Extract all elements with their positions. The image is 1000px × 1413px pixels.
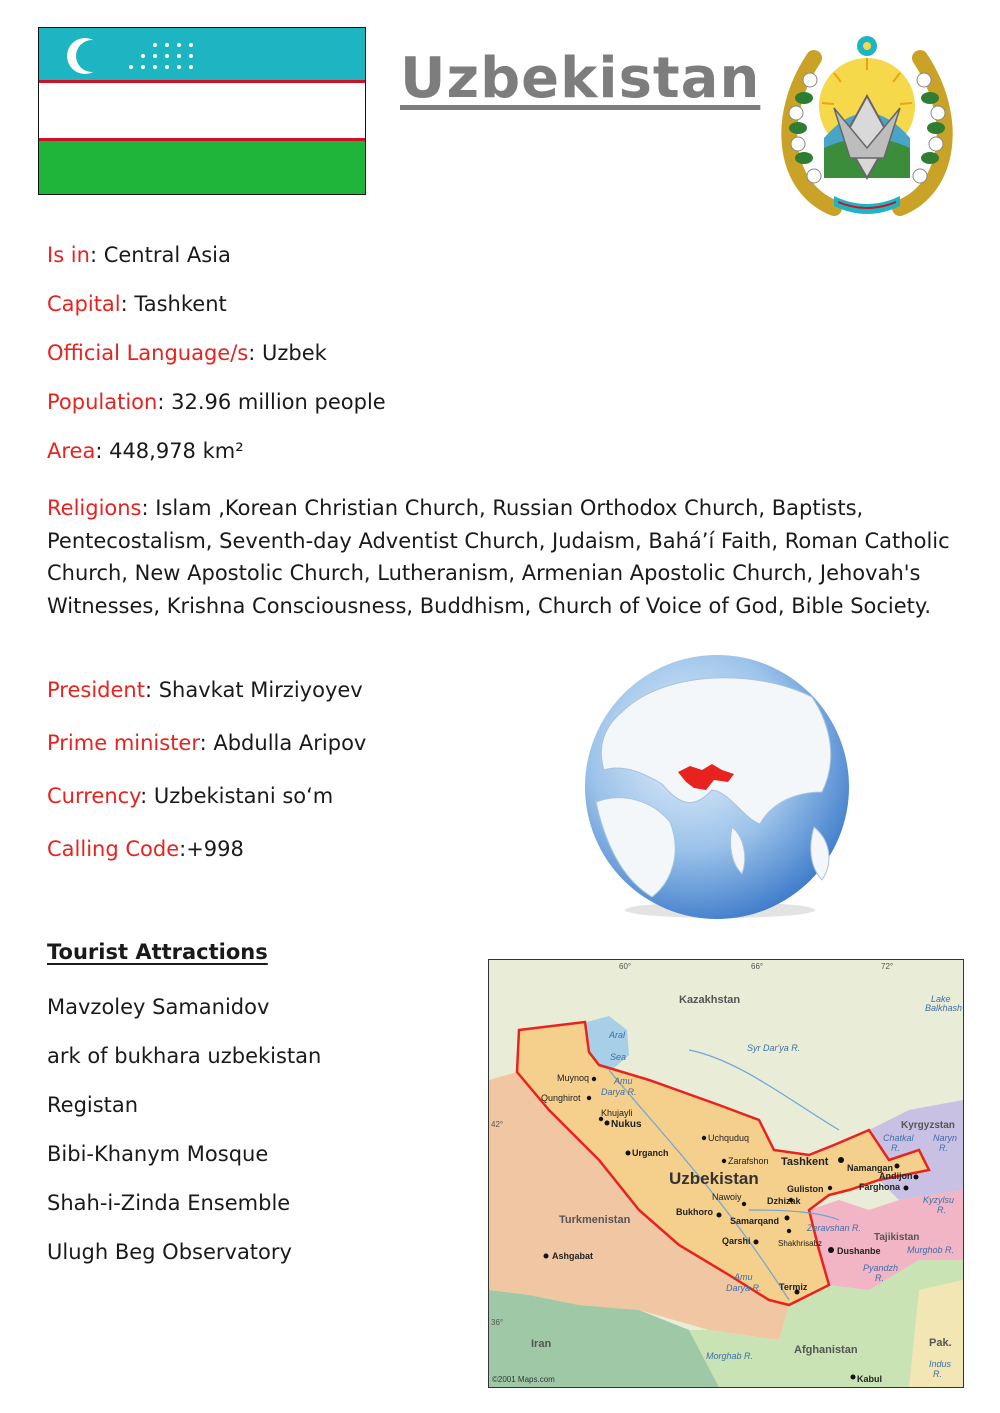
country-label: Tajikistan — [874, 1232, 920, 1243]
fact-language — [47, 340, 327, 366]
fact-capital-value: : Tashkent — [120, 292, 227, 316]
water-label: R. — [939, 1143, 948, 1153]
coat-of-arms-emblem — [774, 28, 960, 218]
fact-currency — [47, 783, 333, 809]
water-label: Amu — [614, 1076, 633, 1086]
flag-graphic — [39, 28, 365, 194]
fact-calling-code — [47, 836, 244, 862]
water-label: R. — [875, 1273, 884, 1283]
country-label: Afghanistan — [794, 1344, 858, 1356]
fact-religions-label: Religions — [47, 496, 142, 520]
list-item: Registan — [47, 1093, 139, 1117]
map-copyright: ©2001 Maps.com — [492, 1375, 555, 1384]
water-label: Darya R. — [726, 1283, 762, 1293]
list-item: ark of bukhara uzbekistan — [47, 1044, 322, 1068]
longitude-label: 60° — [619, 962, 632, 971]
fact-population — [47, 389, 386, 415]
water-label: Darya R. — [601, 1087, 637, 1097]
country-label: Kazakhstan — [679, 994, 741, 1006]
fact-population-label: Population — [47, 390, 158, 414]
city-label: Andijon — [879, 1171, 913, 1181]
city-label: Kabul — [857, 1374, 883, 1384]
fact-prime-minister-value: : Abdulla Aripov — [199, 731, 367, 755]
fact-president-label: President — [47, 678, 145, 702]
fact-location — [47, 242, 231, 268]
fact-location-label: Is in — [47, 243, 90, 267]
water-label: Balkhash — [925, 1003, 963, 1013]
latitude-label: 42° — [491, 1120, 504, 1129]
city-label: Farghona — [859, 1182, 901, 1192]
city-label: Bukhoro — [676, 1207, 713, 1217]
fact-prime-minister-label: Prime minister — [47, 731, 200, 755]
list-item: Mavzoley Samanidov — [47, 995, 270, 1019]
fact-calling-code-value: :+998 — [179, 837, 244, 861]
list-item: Ulugh Beg Observatory — [47, 1240, 292, 1264]
city-label: Namangan — [847, 1163, 894, 1173]
water-label: Syr Dar'ya R. — [747, 1043, 801, 1053]
city-label: Qarshi — [722, 1236, 751, 1246]
city-label: Samarqand — [730, 1216, 780, 1226]
fact-president-value: : Shavkat Mirziyoyev — [144, 678, 363, 702]
water-label: Pyandzh — [863, 1263, 899, 1273]
list-item: Bibi-Khanym Mosque — [47, 1142, 269, 1166]
emblem-graphic — [774, 28, 960, 218]
latitude-label: 36° — [491, 1318, 504, 1327]
fact-language-label: Official Language/s — [47, 341, 249, 365]
water-label: R. — [933, 1369, 942, 1379]
fact-religions-value: : Islam ,Korean Christian Church, Russian Orthodox Church, Baptists, Pentecostalism, Seventh-day Adventist Church, Judaism, Bahá’í Faith, Roman Catholic Church, New Apostolic Church, Lutheranism, Armenian Apostolic Church, Jehovah's Witnesses, Krishna Consciousness, Buddhism, Church of Voice of God, Bible Society. — [47, 496, 950, 618]
uzbekistan-map — [488, 959, 964, 1388]
fact-capital-label: Capital — [47, 292, 121, 316]
country-label: Iran — [531, 1338, 552, 1350]
globe-graphic — [582, 652, 852, 922]
fact-area-label: Area — [47, 439, 96, 463]
fact-religions — [47, 492, 957, 622]
tourist-attractions-heading: Tourist Attractions — [47, 940, 268, 964]
water-label: Sea — [610, 1052, 627, 1062]
fact-calling-code-label: Calling Code — [47, 837, 180, 861]
water-label: Aral — [609, 1030, 626, 1040]
country-label: Turkmenistan — [559, 1214, 631, 1226]
city-label: Nawoiy — [712, 1192, 742, 1202]
fact-capital — [47, 291, 227, 317]
water-label: Indus — [929, 1359, 952, 1369]
fact-area-value: : 448,978 km² — [95, 439, 244, 463]
fact-area — [47, 438, 244, 464]
city-label: Uchquduq — [708, 1133, 750, 1143]
page-title: Uzbekistan — [400, 46, 761, 111]
globe-image — [582, 652, 852, 922]
city-label: Dushanbe — [837, 1246, 881, 1256]
water-label: R. — [891, 1143, 900, 1153]
city-label: Muynoq — [557, 1073, 590, 1083]
city-label: Zarafshon — [728, 1156, 769, 1166]
city-label: Dzhizak — [767, 1196, 801, 1206]
fact-language-value: : Uzbek — [248, 341, 327, 365]
water-label: Lake — [931, 994, 951, 1004]
city-label: Ashgabat — [552, 1251, 594, 1261]
city-label: Guliston — [787, 1184, 824, 1194]
water-label: R. — [937, 1205, 946, 1215]
water-label: Kyzylsu — [923, 1195, 955, 1205]
city-label: Nukus — [611, 1119, 642, 1130]
water-label: Amu — [734, 1272, 753, 1282]
country-label: Kyrgyzstan — [901, 1120, 955, 1131]
longitude-label: 72° — [881, 962, 894, 971]
fact-president — [47, 677, 363, 703]
city-label: Urganch — [632, 1148, 669, 1158]
city-label: Tashkent — [781, 1156, 829, 1168]
city-label: Khujayli — [601, 1108, 633, 1118]
country-label: Pak. — [929, 1337, 952, 1349]
city-label: Qunghirot — [541, 1093, 581, 1103]
fact-currency-label: Currency — [47, 784, 141, 808]
city-label: Shakhrisabz — [778, 1239, 823, 1248]
country-label-main: Uzbekistan — [669, 1169, 759, 1188]
water-label: Murghob R. — [907, 1245, 955, 1255]
fact-prime-minister — [47, 730, 366, 756]
water-label: Chatkal — [883, 1133, 914, 1143]
longitude-label: 66° — [751, 962, 764, 971]
fact-location-value: : Central Asia — [89, 243, 231, 267]
fact-currency-value: : Uzbekistani soʻm — [140, 784, 334, 808]
water-label: Naryn — [933, 1133, 958, 1143]
water-label: Morghab R. — [706, 1351, 754, 1361]
list-item: Shah-i-Zinda Ensemble — [47, 1191, 291, 1215]
water-label: Zeravshan R. — [807, 1223, 862, 1233]
city-label: Termiz — [779, 1282, 808, 1292]
uzbekistan-flag — [38, 27, 366, 195]
map-graphic — [489, 960, 963, 1387]
fact-population-value: : 32.96 million people — [157, 390, 386, 414]
